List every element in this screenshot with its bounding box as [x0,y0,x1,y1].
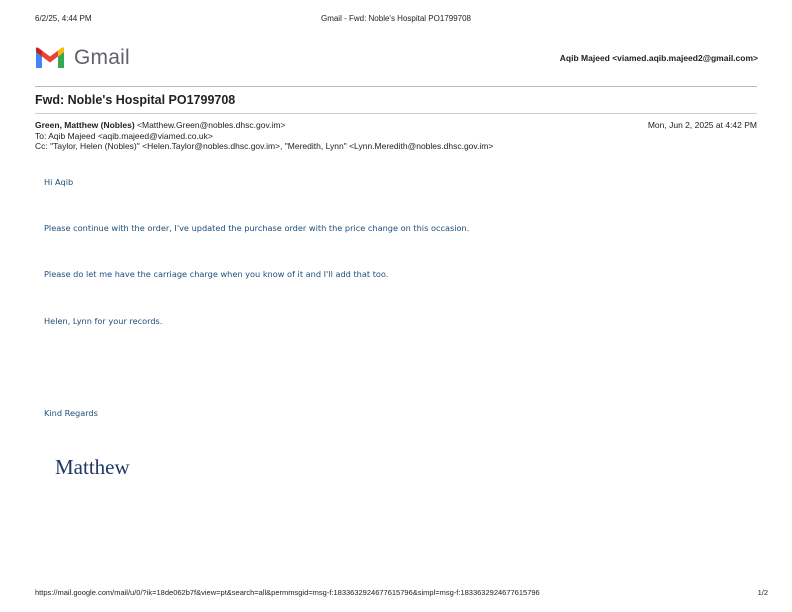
body-paragraph-3: Helen, Lynn for your records. [44,316,163,326]
email-subject: Fwd: Noble's Hospital PO1799708 [35,93,236,107]
sender-email: <Matthew.Green@nobles.dhsc.gov.im> [137,120,286,130]
body-closing: Kind Regards [44,408,98,418]
cc-line: Cc: "Taylor, Helen (Nobles)" <Helen.Taylor@nobles.dhsc.gov.im>, "Meredith, Lynn" <Lynn.Meredith@nobles.dhsc.gov.im> [35,141,494,151]
print-header [35,14,757,26]
to-line: To: Aqib Majeed <aqib.majeed@viamed.co.uk> [35,130,213,141]
gmail-m-icon [34,46,66,70]
body-paragraph-2: Please do let me have the carriage charge when you know of it and I'll add that too. [44,269,389,279]
account-identity: Aqib Majeed <viamed.aqib.majeed2@gmail.com> [559,53,758,63]
header-divider [35,86,757,87]
message-header [35,120,757,152]
subject-divider [35,113,757,114]
page-number: 1/2 [757,588,768,597]
message-date: Mon, Jun 2, 2025 at 4:42 PM [647,120,757,130]
body-greeting: Hi Aqib [44,177,74,187]
signature: Matthew [55,455,130,479]
footer-url: https://mail.google.com/mail/u/0/?ik=18de062b7f&view=pt&search=all&permmsgid=msg-f:1833632924677615796&simpl=msg-f:1833632924677615796 [35,588,540,597]
sender-name: Green, Matthew (Nobles) [35,120,135,130]
print-title: Gmail - Fwd: Noble's Hospital PO1799708 [320,14,472,23]
gmail-wordmark: Gmail [74,46,130,69]
body-paragraph-1: Please continue with the order, I've updated the purchase order with the price change on this occasion. [44,223,470,233]
gmail-logo[interactable] [34,45,130,71]
print-date: 6/2/25, 4:44 PM [35,14,92,23]
